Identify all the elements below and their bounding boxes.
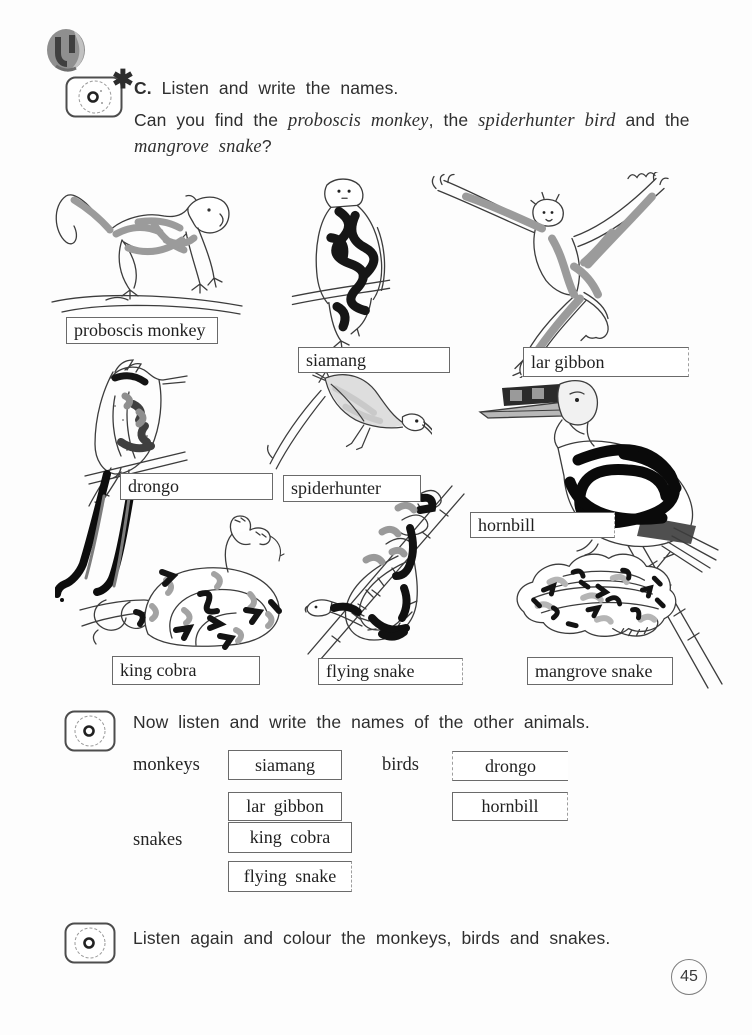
section-instruction: Listen and write the names. (161, 78, 399, 98)
answer-text: siamang (255, 754, 315, 775)
proboscis-monkey-illustration (46, 180, 246, 320)
page-number-text: 45 (680, 968, 698, 985)
animal-label-hornbill[interactable] (470, 512, 615, 538)
spiderhunter-illustration (264, 366, 432, 478)
animal-label-text: siamang (306, 349, 366, 370)
king-cobra-illustration (78, 514, 302, 660)
exercise-c-question (134, 108, 709, 160)
animal-label-siamang[interactable] (298, 347, 450, 373)
animal-label-text: lar gibbon (531, 351, 605, 372)
answer-box-snakes-1[interactable] (228, 822, 352, 853)
animal-label-text: spiderhunter (291, 478, 381, 498)
animal-label-king-cobra[interactable] (112, 656, 260, 685)
answer-text: flying snake (243, 866, 337, 886)
animal-label-proboscis-monkey[interactable] (66, 317, 218, 344)
page-number (671, 959, 707, 995)
answer-box-snakes-2[interactable] (228, 861, 352, 892)
answer-box-monkeys-2[interactable] (228, 792, 342, 821)
listen-exercise-instruction: Now listen and write the names of the other animals. (133, 712, 590, 732)
animal-label-text: drongo (128, 476, 179, 496)
animal-label-spiderhunter[interactable] (283, 475, 421, 502)
question-text: and the (615, 110, 690, 130)
answer-text: lar gibbon (246, 796, 324, 816)
animal-label-text: king cobra (120, 660, 197, 680)
animal-label-text: mangrove snake (535, 660, 653, 681)
group-label-monkeys: monkeys (133, 755, 200, 775)
answer-text: king cobra (249, 827, 331, 847)
question-text: ? (261, 136, 272, 156)
animal-label-text: hornbill (478, 514, 535, 535)
unit-logo (46, 28, 88, 79)
animal-label-text: proboscis monkey (74, 320, 206, 340)
mangrove-snake-illustration (494, 542, 682, 646)
answer-text: drongo (485, 755, 536, 776)
animal-label-drongo[interactable] (120, 473, 273, 500)
siamang-illustration (290, 175, 392, 347)
animal-label-text: flying snake (326, 661, 415, 681)
asterisk-icon: ✱ (112, 64, 134, 94)
animal-label-mangrove-snake[interactable] (527, 657, 673, 685)
animal-label-flying-snake[interactable] (318, 658, 463, 685)
answer-text: hornbill (481, 796, 539, 816)
section-label: C. (134, 78, 152, 98)
exercise-c-heading (134, 76, 714, 101)
question-italic-mangrove-snake: mangrove snake (134, 137, 262, 157)
colour-exercise-instruction: Listen again and colour the monkeys, birds and snakes. (133, 928, 611, 948)
group-label-birds: birds (382, 755, 419, 775)
answer-box-birds-1[interactable] (452, 751, 568, 781)
animal-label-lar-gibbon[interactable] (523, 347, 689, 377)
cd-icon (64, 710, 116, 757)
question-italic-proboscis-monkey: proboscis monkey (288, 111, 429, 131)
answer-box-monkeys-1[interactable] (228, 750, 342, 780)
group-label-snakes: snakes (133, 830, 183, 850)
question-text: Can you find the (134, 110, 289, 130)
cd-icon (64, 922, 116, 969)
question-text: , the (428, 110, 479, 130)
question-italic-spiderhunter-bird: spiderhunter bird (478, 111, 616, 131)
answer-box-birds-2[interactable] (452, 792, 568, 821)
